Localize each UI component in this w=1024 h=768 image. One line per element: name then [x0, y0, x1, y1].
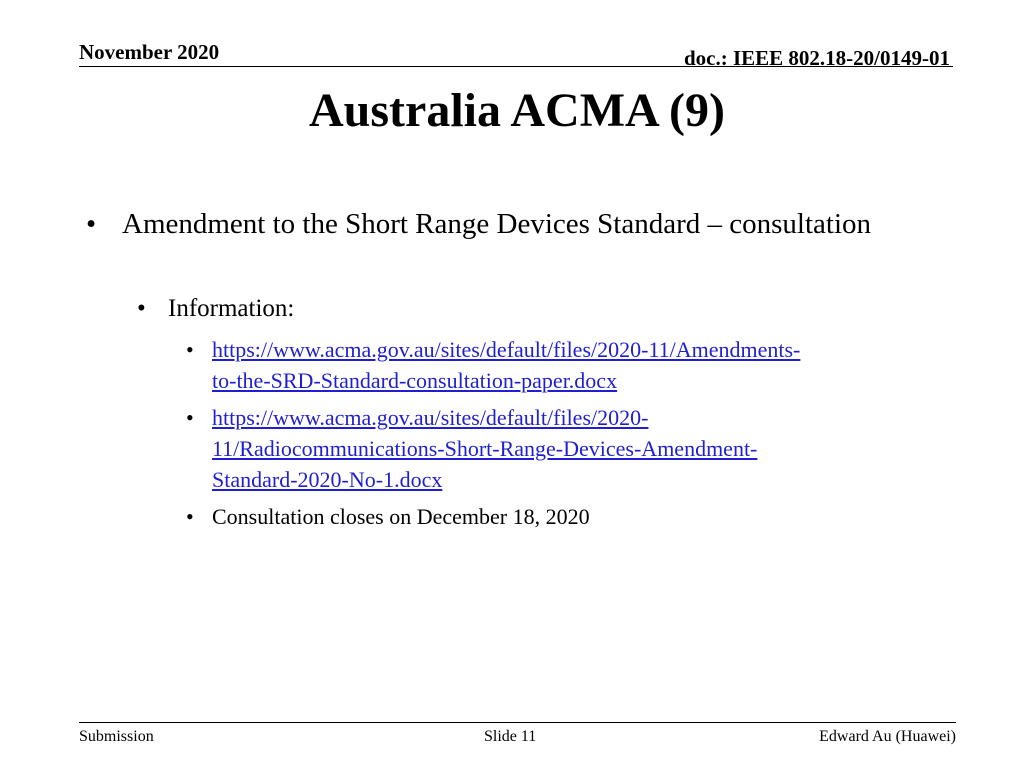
header-date: November 2020: [79, 40, 220, 64]
link-line[interactable]: to-the-SRD-Standard-consultation-paper.docx: [212, 368, 618, 393]
link-line[interactable]: https://www.acma.gov.au/sites/default/files/2020-: [212, 405, 649, 430]
sub-bullet-information: Information:: [168, 295, 295, 322]
bullet-marker: •: [86, 208, 97, 240]
consultation-closing-date: Consultation closes on December 18, 2020: [212, 504, 590, 529]
bullet-marker: •: [186, 337, 194, 362]
link-line[interactable]: https://www.acma.gov.au/sites/default/files/2020-11/Amendments-: [212, 337, 801, 362]
link-line[interactable]: 11/Radiocommunications-Short-Range-Devices-Amendment-: [212, 436, 758, 461]
bullet-marker: •: [137, 295, 146, 322]
link-line[interactable]: Standard-2020-No-1.docx: [212, 467, 443, 492]
bullet-amendment-consultation: Amendment to the Short Range Devices Standard – consultation: [122, 208, 872, 240]
bullet-marker: •: [186, 504, 194, 529]
link-amendment-standard[interactable]: [212, 402, 932, 495]
header-doc-id: doc.: IEEE 802.18-20/0149-01: [683, 46, 950, 70]
footer-divider: [79, 722, 956, 723]
bullet-marker: •: [186, 405, 194, 430]
footer-author: Edward Au (Huawei): [819, 728, 956, 745]
slide-title: Australia ACMA (9): [309, 84, 725, 137]
footer-submission: Submission: [79, 728, 154, 745]
footer-slide-number: Slide 11: [484, 728, 537, 745]
link-consultation-paper[interactable]: [212, 334, 932, 396]
